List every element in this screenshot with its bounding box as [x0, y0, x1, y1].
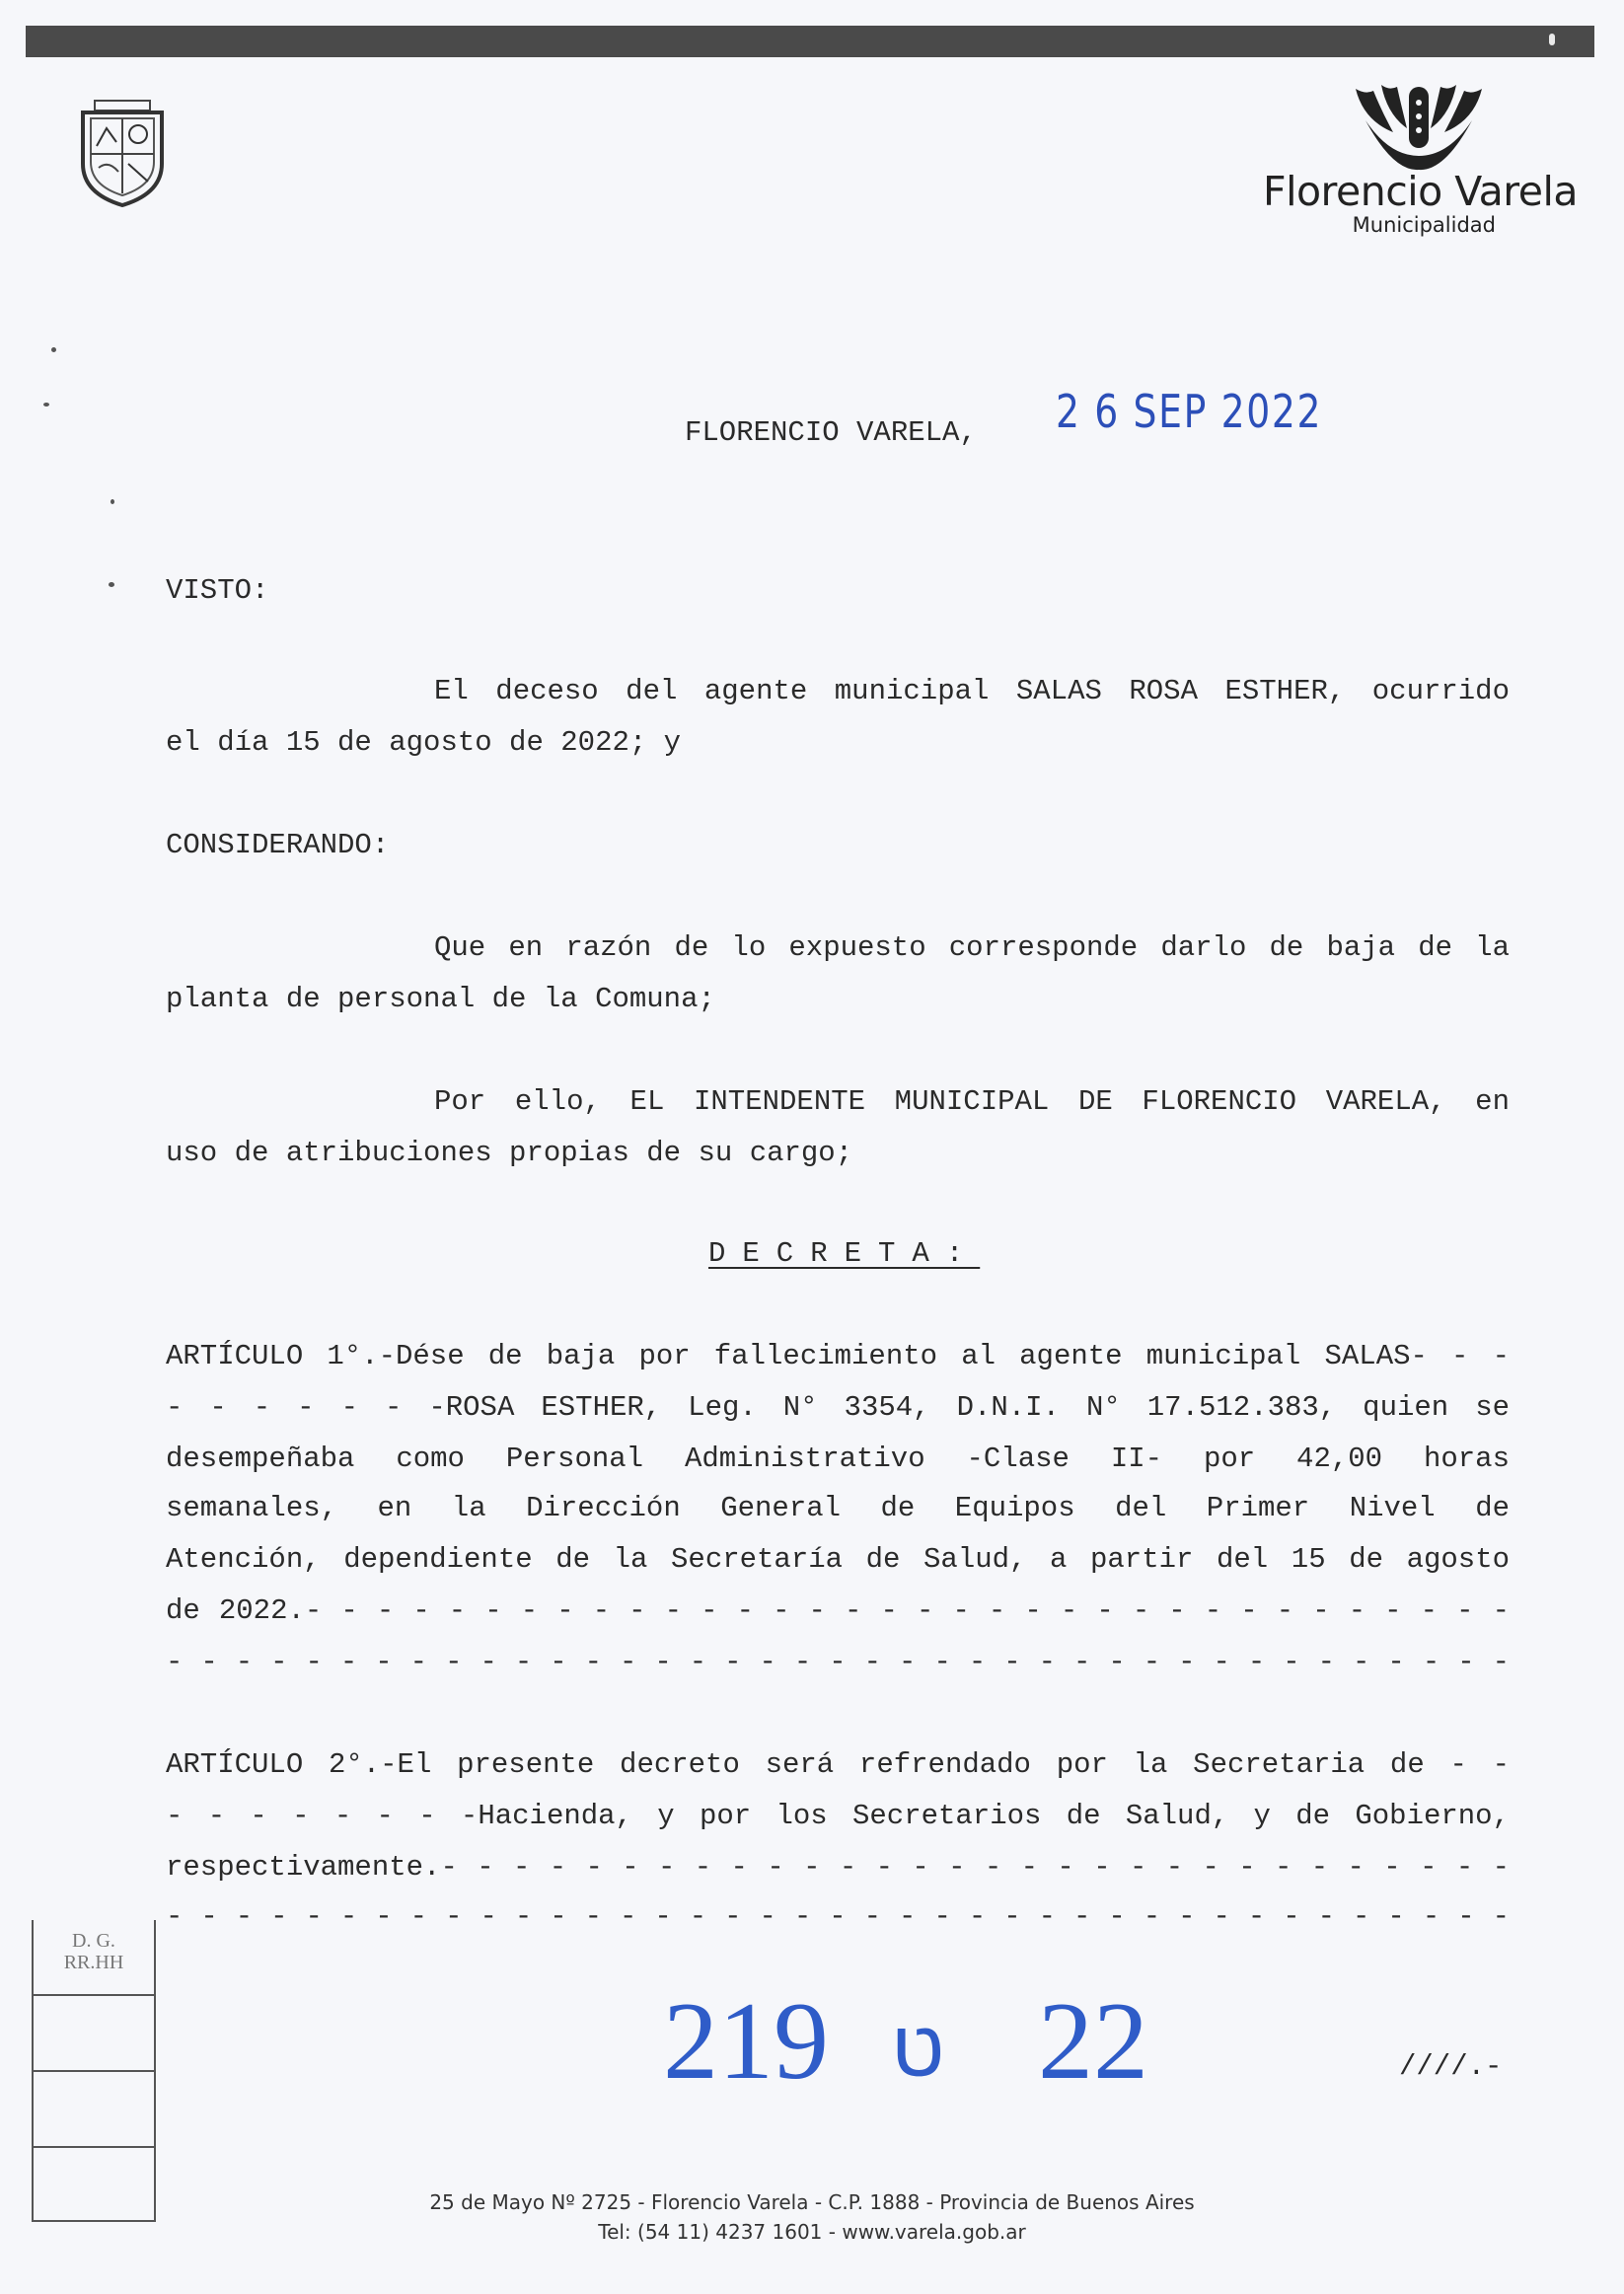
- rrhh-label-cell: [34, 1920, 154, 1996]
- articulo1-line-6: de 2022.- - - - - - - - - - - - - - - - - - - - - - - - - - - - - - - - - -: [166, 1594, 1510, 1627]
- articulo2-line-1: ARTÍCULO 2°.-El presente decreto será refrendado por la Secretaria de - -: [166, 1748, 1510, 1781]
- scan-speck: [43, 403, 49, 407]
- articulo1-line-7: - - - - - - - - - - - - - - - - - - - - - - - - - - - - - - - - - - - - - - -: [166, 1646, 1510, 1678]
- visto-line-2: el día 15 de agosto de 2022; y: [166, 726, 682, 759]
- scan-mark: [1549, 34, 1555, 45]
- articulo1-line-1: ARTÍCULO 1°.-Dése de baja por fallecimiento al agente municipal SALAS- - -: [166, 1340, 1510, 1372]
- brand-subtitle: Municipalidad: [1352, 213, 1496, 237]
- rrhh-empty-cell: [34, 2072, 154, 2148]
- scan-speck: [111, 499, 114, 504]
- continuation-mark: ////.-: [1399, 2050, 1503, 2083]
- scan-speck: [109, 582, 114, 587]
- considerando-heading: CONSIDERANDO:: [166, 829, 390, 861]
- visto-line-1: El deceso del agente municipal SALAS ROSA ESTHER, ocurrido: [434, 675, 1510, 707]
- municipal-shield-icon: [79, 99, 166, 207]
- considerando-p1-line-1: Que en razón de lo expuesto corresponde darlo de baja de la: [434, 931, 1510, 964]
- decree-number-part-2: ט: [890, 1997, 945, 2096]
- date-stamp: 2 6 SEP 2022: [1056, 385, 1323, 438]
- florencio-varela-logo-icon: [1354, 81, 1484, 172]
- articulo2-line-3: respectivamente.- - - - - - - - - - - - - - - - - - - - - - - - - - - - - -: [166, 1851, 1510, 1884]
- articulo2-line-2: - - - - - - - -Hacienda, y por los Secretarios de Salud, y de Gobierno,: [166, 1800, 1510, 1832]
- scan-speck: [51, 347, 56, 352]
- decreta-heading: DECRETA:: [708, 1237, 981, 1270]
- brand-name: Florencio Varela: [1263, 168, 1578, 215]
- articulo1-line-5: Atención, dependiente de la Secretaría de Salud, a partir del 15 de agosto: [166, 1543, 1510, 1576]
- articulo2-line-4: - - - - - - - - - - - - - - - - - - - - - - - - - - - - - - - - - - - - - - -: [166, 1900, 1510, 1933]
- articulo1-line-4: semanales, en la Dirección General de Equipos del Primer Nivel de: [166, 1492, 1510, 1524]
- articulo1-line-3: desempeñaba como Personal Administrativo -Clase II- por 42,00 horas: [166, 1443, 1510, 1475]
- scan-top-bar: [26, 26, 1594, 57]
- decree-number-year: 22: [1038, 1980, 1148, 2103]
- visto-heading: VISTO:: [166, 574, 269, 607]
- considerando-p2-line-2: uso de atribuciones propias de su cargo;: [166, 1137, 853, 1169]
- rrhh-label-line-1: D. G.: [72, 1930, 115, 1952]
- rrhh-empty-cell: [34, 1996, 154, 2072]
- footer-address: 25 de Mayo Nº 2725 - Florencio Varela - C.P. 1888 - Provincia de Buenos Aires: [429, 2190, 1195, 2214]
- decree-number-part-1: 219: [663, 1980, 829, 2103]
- footer-contact: Tel: (54 11) 4237 1601 - www.varela.gob.ar: [598, 2220, 1026, 2244]
- considerando-p1-line-2: planta de personal de la Comuna;: [166, 983, 715, 1015]
- considerando-p2-line-1: Por ello, EL INTENDENTE MUNICIPAL DE FLORENCIO VARELA, en: [434, 1085, 1510, 1118]
- rrhh-stamp-box: [32, 1920, 156, 2222]
- articulo1-line-2: - - - - - - -ROSA ESTHER, Leg. N° 3354, D.N.I. N° 17.512.383, quien se: [166, 1391, 1510, 1424]
- rrhh-label-line-2: RR.HH: [63, 1952, 124, 1973]
- dateline-place: FLORENCIO VARELA,: [685, 416, 977, 449]
